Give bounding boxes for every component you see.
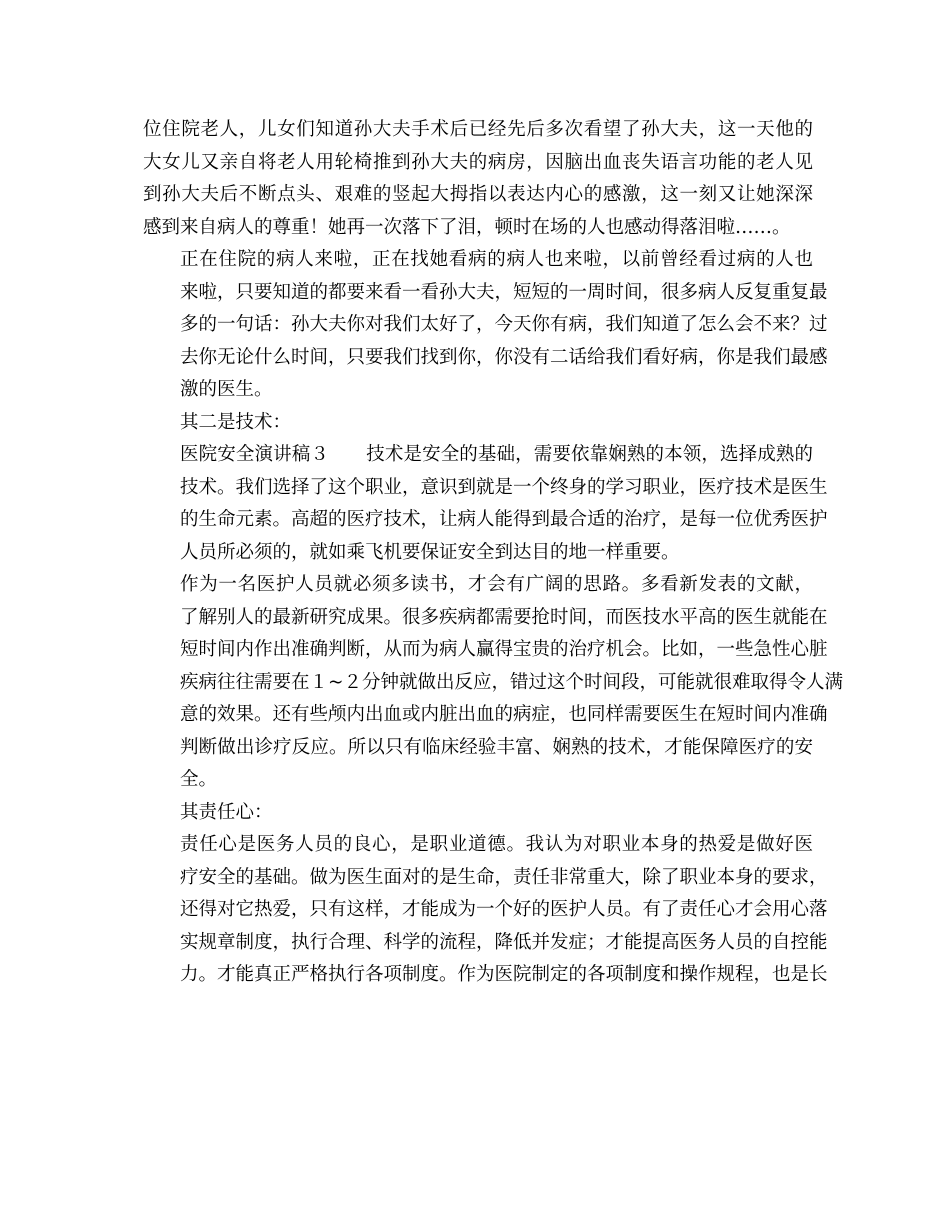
paragraph [143,439,828,569]
text-line: 力。才能真正严格执行各项制度。作为医院制定的各项制度和操作规程，也是长 [180,964,828,985]
text-line: 了解别人的最新研究成果。很多疾病都需要抢时间，而医技水平高的医生就能在 [180,606,828,628]
text-line: 感到来自病人的尊重！她再一次落下了泪，顿时在场的人也感动得落泪啦……。 [143,216,791,238]
paragraph [143,569,844,797]
text-line: 技术。我们选择了这个职业，意识到就是一个终身的学习职业，医疗技术是医生 [180,476,828,498]
text-line: 医院安全演讲稿３ 技术是安全的基础，需要依靠娴熟的本领，选择成熟的 [180,444,813,465]
text-line: 激的医生。 [180,379,273,400]
text-line: 多的一句话：孙大夫你对我们太好了，今天你有病，我们知道了怎么会不来？过 [180,314,828,335]
text-line: 其责任心： [180,801,273,823]
text-line: 大女儿又亲自将老人用轮椅推到孙大夫的病房，因脑出血丧失语言功能的老人见 [143,151,813,173]
text-line: 来啦，只要知道的都要来看一看孙大夫，短短的一周时间，很多病人反复重复最 [180,281,828,303]
text-line: 意的效果。还有些颅内出血或内脏出血的病症，也同样需要医生在短时间内准确 [180,704,828,725]
text-line: 还得对它热爱，只有这样，才能成为一个好的医护人员。有了责任心才会用心落 [180,899,828,920]
text-line: 的生命元素。高超的医疗技术，让病人能得到最合适的治疗，是每一位优秀医护 [180,509,828,530]
text-line: 判断做出诊疗反应。所以只有临床经验丰富、娴熟的技术，才能保障医疗的安 [180,736,813,758]
text-line: 疗安全的基础。做为医生面对的是生命，责任非常重大，除了职业本身的要求， [180,866,828,888]
paragraph [143,797,813,830]
text-line: 责任心是医务人员的良心，是职业道德。我认为对职业本身的热爱是做好医 [180,834,813,855]
document-body [143,114,844,992]
paragraph [143,114,813,244]
text-line: 其二是技术： [180,411,292,433]
text-line: 短时间内作出准确判断，从而为病人赢得宝贵的治疗机会。比如，一些急性心脏 [180,639,828,660]
paragraph [143,407,813,440]
text-line: 疾病往往需要在１~２分钟就做出反应，错过这个时间段，可能就很难取得令人满 [180,671,844,693]
text-line: 全。 [180,769,218,790]
text-line: 实规章制度，执行合理、科学的流程，降低并发症；才能提高医务人员的自控能 [180,931,828,953]
text-line: 去你无论什么时间，只要我们找到你，你没有二话给我们看好病，你是我们最感 [180,346,828,368]
text-line: 位住院老人，儿女们知道孙大夫手术后已经先后多次看望了孙大夫，这一天他的 [143,119,813,140]
paragraph [143,829,828,992]
text-line: 作为一名医护人员就必须多读书，才会有广阔的思路。多看新发表的文献， [180,574,813,595]
paragraph [143,244,828,407]
text-line: 到孙大夫后不断点头、艰难的竖起大拇指以表达内心的感激，这一刻又让她深深 [143,184,813,205]
text-line: 正在住院的病人来啦，正在找她看病的病人也来啦，以前曾经看过病的人也 [180,249,813,270]
text-line: 人员所必须的，就如乘飞机要保证安全到达目的地一样重要。 [180,541,680,563]
